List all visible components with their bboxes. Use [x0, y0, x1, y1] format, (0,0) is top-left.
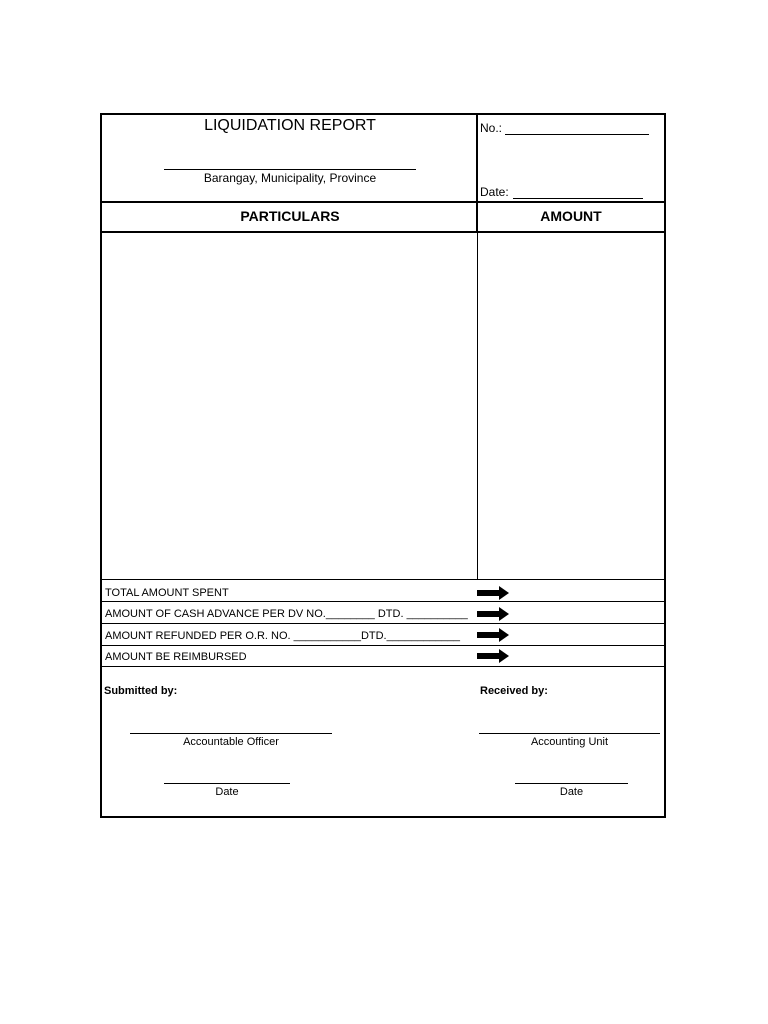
accounting-unit-signature-line	[479, 733, 660, 734]
cash-advance-label: AMOUNT OF CASH ADVANCE PER DV NO.________ DTD. __________	[105, 608, 468, 620]
arrow-right-icon	[477, 649, 509, 663]
amount-header: AMOUNT	[540, 208, 602, 224]
number-field-line	[505, 134, 649, 135]
row-rule	[102, 623, 664, 624]
arrow-right-icon	[477, 628, 509, 642]
place-underline	[164, 169, 416, 170]
header-date-field-line	[513, 198, 643, 199]
amount-reimbursed-label: AMOUNT BE REIMBURSED	[105, 651, 247, 663]
liquidation-report-form	[100, 113, 666, 818]
received-date-line	[515, 783, 628, 784]
summary-top-rule	[102, 579, 664, 580]
accounting-unit-caption: Accounting Unit	[530, 736, 609, 748]
amount-refunded-label: AMOUNT REFUNDED PER O.R. NO. ___________DTD.____________	[105, 630, 461, 642]
row-rule	[102, 601, 664, 602]
arrow-right-icon	[477, 586, 509, 600]
place-caption: Barangay, Municipality, Province	[203, 171, 377, 185]
column-header-bottom-rule	[102, 231, 664, 233]
report-title: LIQUIDATION REPORT	[204, 117, 376, 134]
header-date-label: Date:	[480, 185, 509, 199]
total-amount-spent-label: TOTAL AMOUNT SPENT	[105, 587, 229, 599]
number-label: No.:	[480, 121, 503, 135]
accountable-officer-signature-line	[130, 733, 332, 734]
accountable-officer-caption: Accountable Officer	[183, 736, 279, 748]
submitted-date-caption: Date	[215, 786, 239, 798]
received-by-label: Received by:	[480, 685, 548, 697]
row-rule	[102, 645, 664, 646]
received-date-caption: Date	[559, 786, 584, 798]
body-column-divider	[477, 232, 478, 579]
submitted-date-line	[164, 783, 290, 784]
summary-bottom-rule	[102, 666, 664, 667]
particulars-header: PARTICULARS	[240, 208, 340, 224]
header-bottom-rule	[102, 201, 664, 203]
arrow-right-icon	[477, 607, 509, 621]
submitted-by-label: Submitted by:	[104, 685, 178, 697]
